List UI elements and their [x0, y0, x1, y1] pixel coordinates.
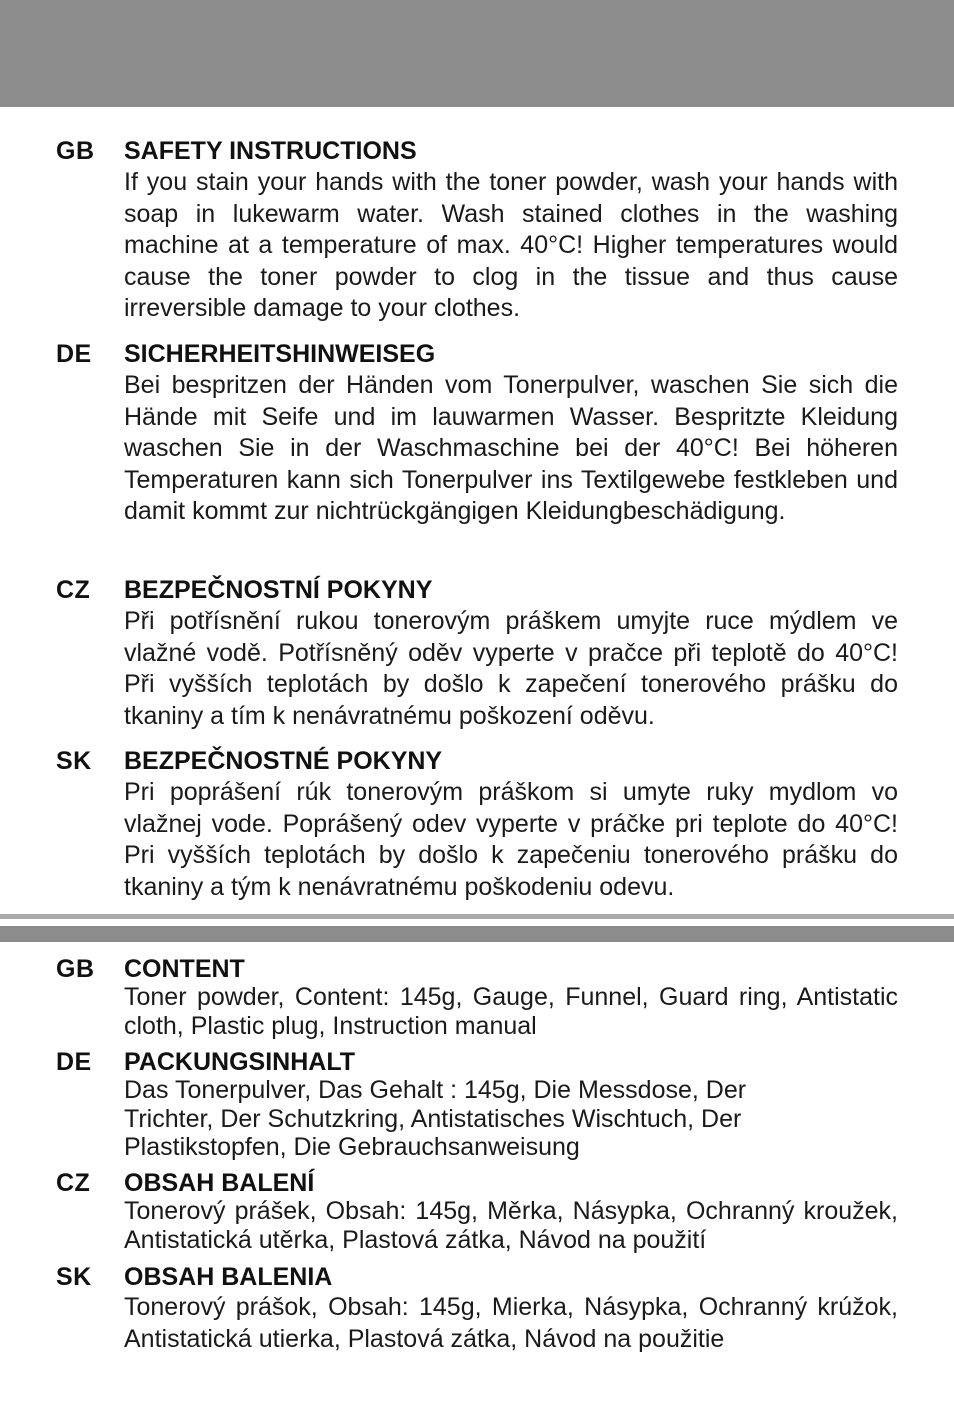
divider-line: [0, 914, 954, 919]
language-code: GB: [56, 955, 95, 983]
section-text: Při potřísnění rukou tonerovým práškem umyjte ruce mýdlem ve vlažné vodě. Potřísněný oděv vyperte v pračce při teplotě do 40°C! Při vyšších teplotách by došlo k zapečení tonerového prášku do tkaniny a tím k nenávratnému poškození oděvu.: [124, 607, 898, 730]
section-title: OBSAH BALENÍ: [124, 1169, 315, 1197]
section-title: BEZPEČNOSTNÉ POKYNY: [124, 747, 443, 775]
section-text: Toner powder, Content: 145g, Gauge, Funnel, Guard ring, Antistatic cloth, Plastic plug, Instruction manual: [124, 983, 898, 1040]
section-text: Pri poprášení rúk tonerovým práškom si umyte ruky mydlom vo vlažnej vode. Poprášený odev vyperte v práčke pri teplote do 40°C! Pri vyšších teplotách by došlo k zapečeniu tonerového prášku do tkaniny a tým k nenávratnému poškodeniu odevu.: [124, 778, 898, 901]
section-title: OBSAH BALENIA: [124, 1263, 333, 1291]
section-title: PACKUNGSINHALT: [124, 1048, 356, 1076]
section-title: BEZPEČNOSTNÍ POKYNY: [124, 576, 433, 604]
section-title: SAFETY INSTRUCTIONS: [124, 137, 417, 165]
language-code: GB: [56, 137, 95, 165]
language-code: CZ: [56, 576, 91, 604]
language-code: CZ: [56, 1169, 91, 1197]
section-text: If you stain your hands with the toner powder, wash your hands with soap in lukewarm water. Wash stained clothes in the washing machine at a temperature of max. 40°C! Higher temperatures would cause the toner powder to clog in the tissue and thus cause irreversible damage to your clothes.: [124, 168, 898, 323]
section-title: CONTENT: [124, 955, 245, 983]
header-band: [0, 0, 954, 107]
language-code: DE: [56, 1048, 92, 1076]
section-text: Das Tonerpulver, Das Gehalt : 145g, Die Messdose, Der Trichter, Der Schutzkring, Antistatisches Wischtuch, Der Plastikstopfen, Die Gebrauchsanweisung: [124, 1076, 747, 1161]
language-code: SK: [56, 747, 92, 775]
language-code: SK: [56, 1263, 92, 1291]
section-text: Bei bespritzen der Händen vom Tonerpulver, waschen Sie sich die Hände mit Seife und im lauwarmen Wasser. Bespritzte Kleidung waschen Sie in der Waschmaschine bei der 40°C! Bei höheren Temperaturen kann sich Tonerpulver ins Textilgewebe festkleben und damit kommt zur nichtrückgängigen Kleidungbeschädigung.: [124, 371, 898, 526]
section-text: Tonerový prášek, Obsah: 145g, Měrka, Násypka, Ochranný kroužek, Antistatická utěrka, Plastová zátka, Návod na použití: [124, 1197, 898, 1254]
section-text: Tonerový prášok, Obsah: 145g, Mierka, Násypka, Ochranný krúžok, Antistatická utierka, Plastová zátka, Návod na použitie: [124, 1293, 898, 1353]
divider-band: [0, 926, 954, 942]
section-title: SICHERHEITSHINWEISEG: [124, 340, 436, 368]
language-code: DE: [56, 340, 92, 368]
